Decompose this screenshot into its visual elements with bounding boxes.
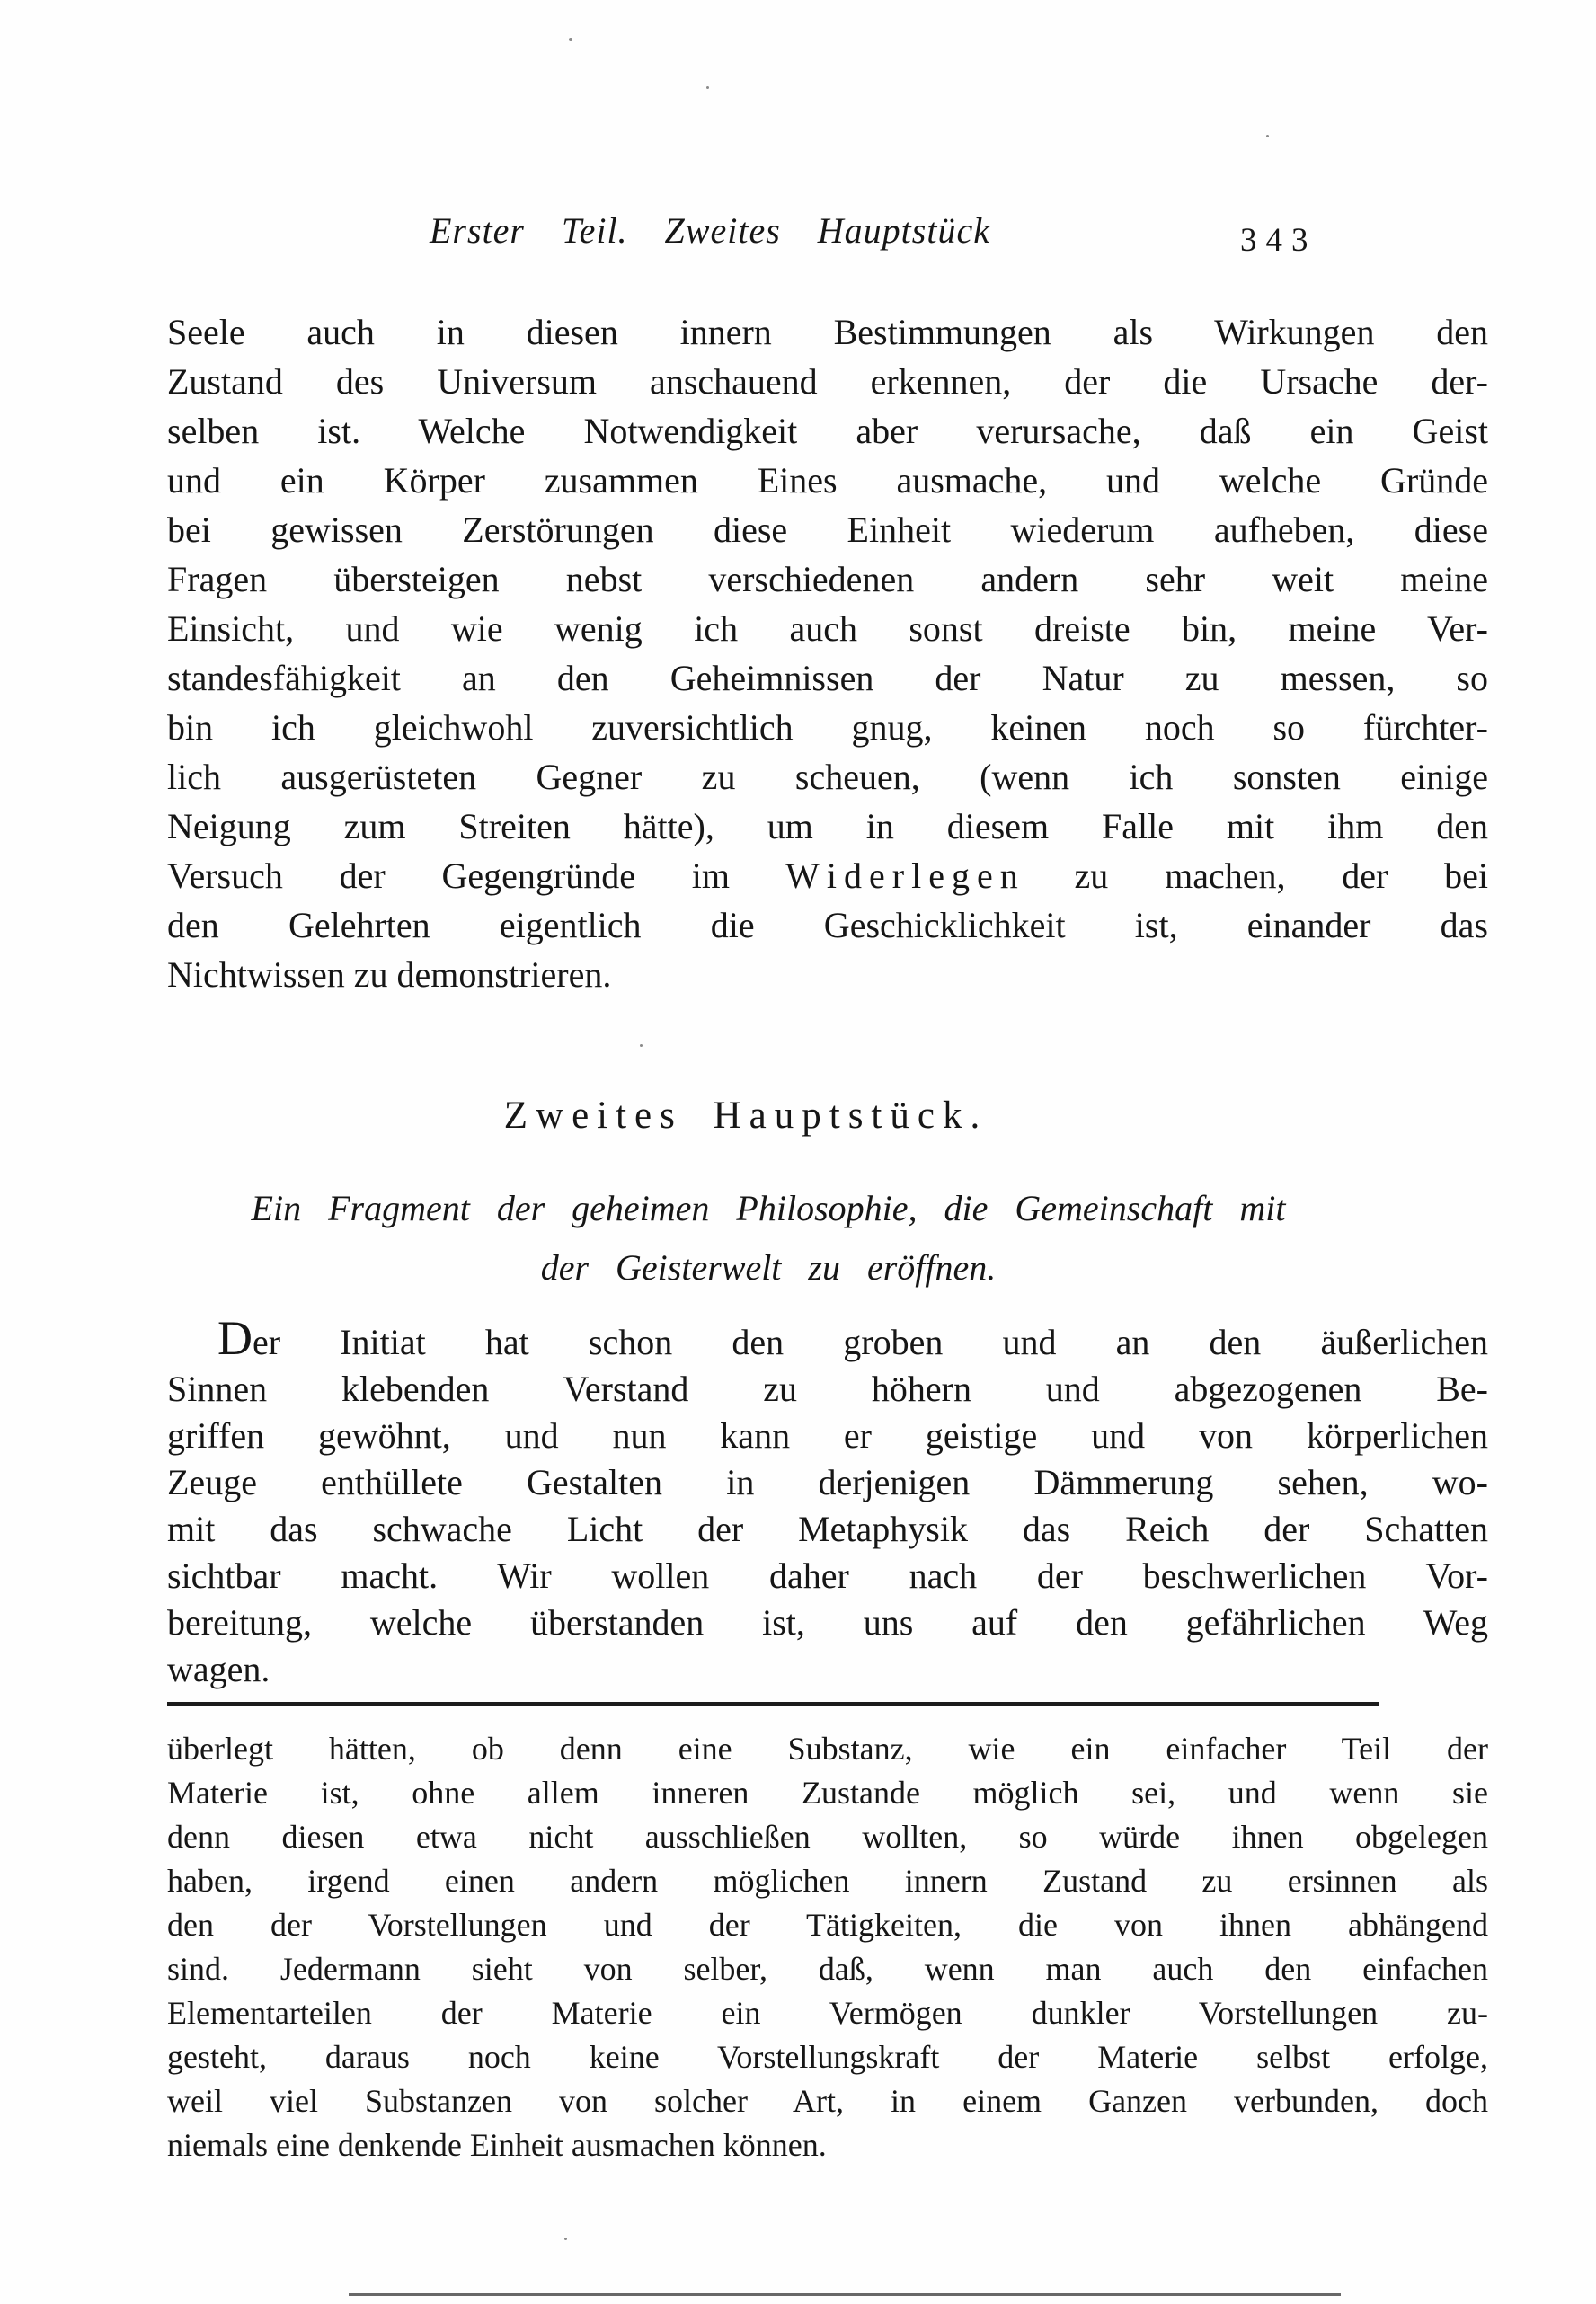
text-line: Zustand des Universum anschauend erkennen, der die Ursache der- [167,361,1488,402]
footnote-line: Elementarteilen der Materie ein Vermögen dunkler Vorstellungen zu- [167,1995,1488,2031]
subtitle-line: der Geisterwelt zu eröffnen. [540,1247,997,1288]
footnote-line: weil viel Substanzen von solcher Art, in einem Ganzen verbunden, doch [167,2083,1488,2119]
text-line: lich ausgerüsteten Gegner zu scheuen, (wenn ich sonsten einige [167,757,1488,797]
text-line: bei gewissen Zerstörungen diese Einheit wiederum aufheben, diese [167,510,1488,550]
page-number: 343 [1240,222,1317,259]
scan-speck [564,2238,567,2240]
section-subtitle [45,1179,1492,1298]
scan-speck [706,86,709,89]
footnote-line: überlegt hätten, ob denn eine Substanz, wie ein einfacher Teil der [167,1731,1488,1767]
body-paragraph-2 [167,1311,1488,1693]
text-line: selben ist. Welche Notwendigkeit aber verursache, daß ein Geist [167,411,1488,451]
scan-speck [640,1044,643,1047]
text-line: Zeuge enthüllete Gestalten in derjenigen Dämmerung sehen, wo- [167,1462,1488,1502]
section-heading: Zweites Hauptstück. [503,1094,989,1137]
text-line: standesfähigkeit an den Geheimnissen der Natur zu messen, so [167,658,1488,698]
running-head: Erster Teil. Zweites Hauptstück [430,210,990,251]
footnote-separator-rule [167,1702,1379,1706]
footnote-line: gesteht, daraus noch keine Vorstellungskraft der Materie selbst erfolge, [167,2039,1488,2075]
footnote-line: sind. Jedermann sieht von selber, daß, wenn man auch den einfachen [167,1951,1488,1987]
text-line: Versuch der Gegengründe im W i d e r l e g e n zu machen, der bei [167,855,1488,896]
text-line [167,1311,1488,1366]
text-line: sichtbar macht. Wir wollen daher nach der beschwerlichen Vor- [167,1555,1488,1596]
text-line: Fragen übersteigen nebst verschiedenen andern sehr weit meine [167,559,1488,599]
text-line: wagen. [167,1649,270,1689]
body-paragraph-1 [167,307,1488,999]
text-line: bin ich gleichwohl zuversichtlich gnug, keinen noch so fürchter- [167,707,1488,748]
text-line: bereitung, welche überstanden ist, uns auf den gefährlichen Weg [167,1602,1488,1643]
text-line: Einsicht, und wie wenig ich auch sonst dreiste bin, meine Ver- [167,608,1488,649]
text-line-rest: er Initiat hat schon den groben und an den äußerlichen [253,1322,1488,1362]
footnote-line: haben, irgend einen andern möglichen innern Zustand zu ersinnen als [167,1863,1488,1899]
text-line: mit das schwache Licht der Metaphysik das Reich der Schatten [167,1509,1488,1549]
subtitle-line: Ein Fragment der geheimen Philosophie, die Gemeinschaft mit [251,1188,1286,1228]
text-line: den Gelehrten eigentlich die Geschicklichkeit ist, einander das [167,905,1488,945]
footnote-block [167,1727,1488,2167]
text-line: und ein Körper zusammen Eines ausmache, und welche Gründe [167,460,1488,501]
footnote-line: denn diesen etwa nicht ausschließen wollten, so würde ihnen obgelegen [167,1819,1488,1855]
text-line: Neigung zum Streiten hätte), um in diesem Falle mit ihm den [167,806,1488,846]
scan-speck [1266,135,1269,137]
text-line: griffen gewöhnt, und nun kann er geistige und von körperlichen [167,1415,1488,1456]
scan-speck [569,38,572,41]
footnote-line: Materie ist, ohne allem inneren Zustande möglich sei, und wenn sie [167,1775,1488,1811]
text-line: Seele auch in diesen innern Bestimmungen als Wirkungen den [167,312,1488,352]
initial-capital: D [217,1311,253,1365]
footnote-line: den der Vorstellungen und der Tätigkeiten, die von ihnen abhängend [167,1907,1488,1943]
footnote-line: niemals eine denkende Einheit ausmachen können. [167,2127,827,2163]
text-line: Nichtwissen zu demonstrieren. [167,954,612,995]
text-line: Sinnen klebenden Verstand zu höhern und abgezogenen Be- [167,1369,1488,1409]
scan-edge-line [349,2293,1341,2296]
